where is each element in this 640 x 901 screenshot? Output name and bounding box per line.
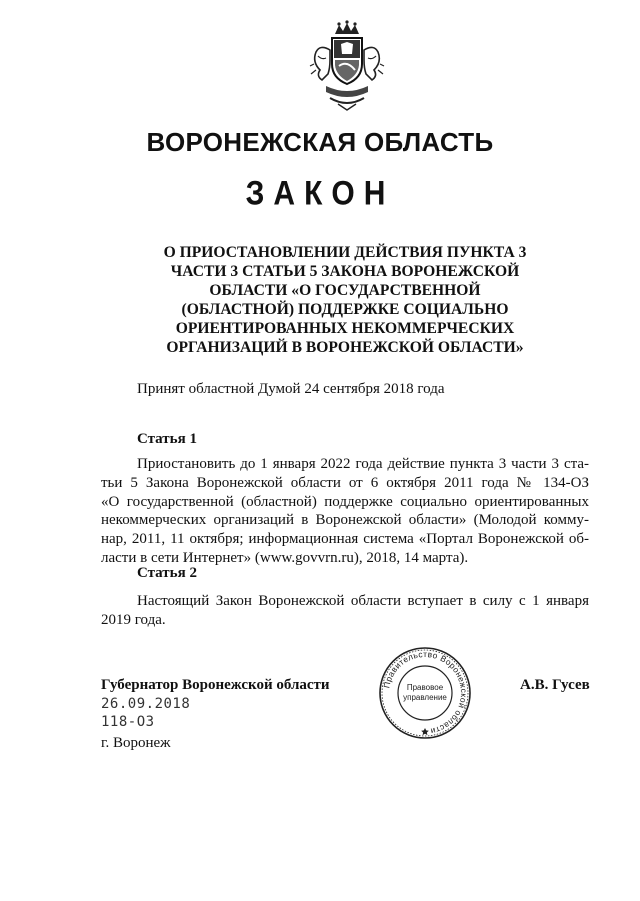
article-2-body [101, 592, 589, 630]
title-line: ОРГАНИЗАЦИЙ В ВОРОНЕЖСКОЙ ОБЛАСТИ» [166, 339, 524, 356]
document-type-heading: ЗАКОН [245, 174, 395, 213]
adoption-note: Принят областной Думой 24 сентября 2018 года [137, 381, 445, 397]
city-name: г. Воронеж [101, 735, 171, 751]
paragraph-line: 2019 года. [101, 611, 166, 628]
signatory-name: А.В. Гусев [520, 677, 590, 693]
title-line: ОБЛАСТИ «О ГОСУДАРСТВЕННОЙ [209, 282, 481, 299]
registration-number: 118-ОЗ [101, 714, 155, 730]
title-line: (ОБЛАСТНОЙ) ПОДДЕРЖКЕ СОЦИАЛЬНО [181, 301, 509, 318]
paragraph-line: некоммерческих организаций в Воронежской области» (Молодой комму- [101, 512, 589, 529]
stamp-inner-line-2: управление [403, 693, 447, 702]
paragraph-line: «О государственной (областной) поддержке социально ориентированных [101, 493, 589, 510]
coat-of-arms-icon [308, 20, 386, 112]
title-line: О ПРИОСТАНОВЛЕНИИ ДЕЙСТВИЯ ПУНКТА 3 [163, 244, 527, 261]
title-line: ЧАСТИ 3 СТАТЬИ 5 ЗАКОНА ВОРОНЕЖСКОЙ [170, 263, 520, 280]
paragraph-line: тьи 5 Закона Воронежской области от 6 октября 2011 года № 134-ОЗ [101, 474, 589, 491]
law-title [150, 243, 540, 357]
signatory-position: Губернатор Воронежской области [101, 677, 330, 693]
stamp-inner-line-1: Правовое [406, 683, 444, 692]
article-1-heading: Статья 1 [137, 431, 197, 447]
paragraph-line: нар, 2011, 11 октября; информационная система «Портал Воронежской об- [101, 531, 589, 548]
article-1-body [101, 455, 589, 568]
article-2-heading: Статья 2 [137, 565, 197, 581]
title-line: ОРИЕНТИРОВАННЫХ НЕКОММЕРЧЕСКИХ [175, 320, 515, 337]
official-stamp-icon [378, 646, 472, 740]
region-heading: ВОРОНЕЖСКАЯ ОБЛАСТЬ [146, 127, 494, 157]
registration-date: 26.09.2018 [101, 696, 191, 712]
paragraph-line: Настоящий Закон Воронежской области вступает в силу с 1 января [137, 593, 589, 609]
paragraph-line: Приостановить до 1 января 2022 года действие пункта 3 части 3 ста- [137, 456, 589, 472]
stamp-outer-text: Правительство Воронежской области [381, 648, 470, 737]
paragraph-line: ласти в сети Интернет» (www.govvrn.ru), 2018, 14 марта). [101, 549, 469, 566]
